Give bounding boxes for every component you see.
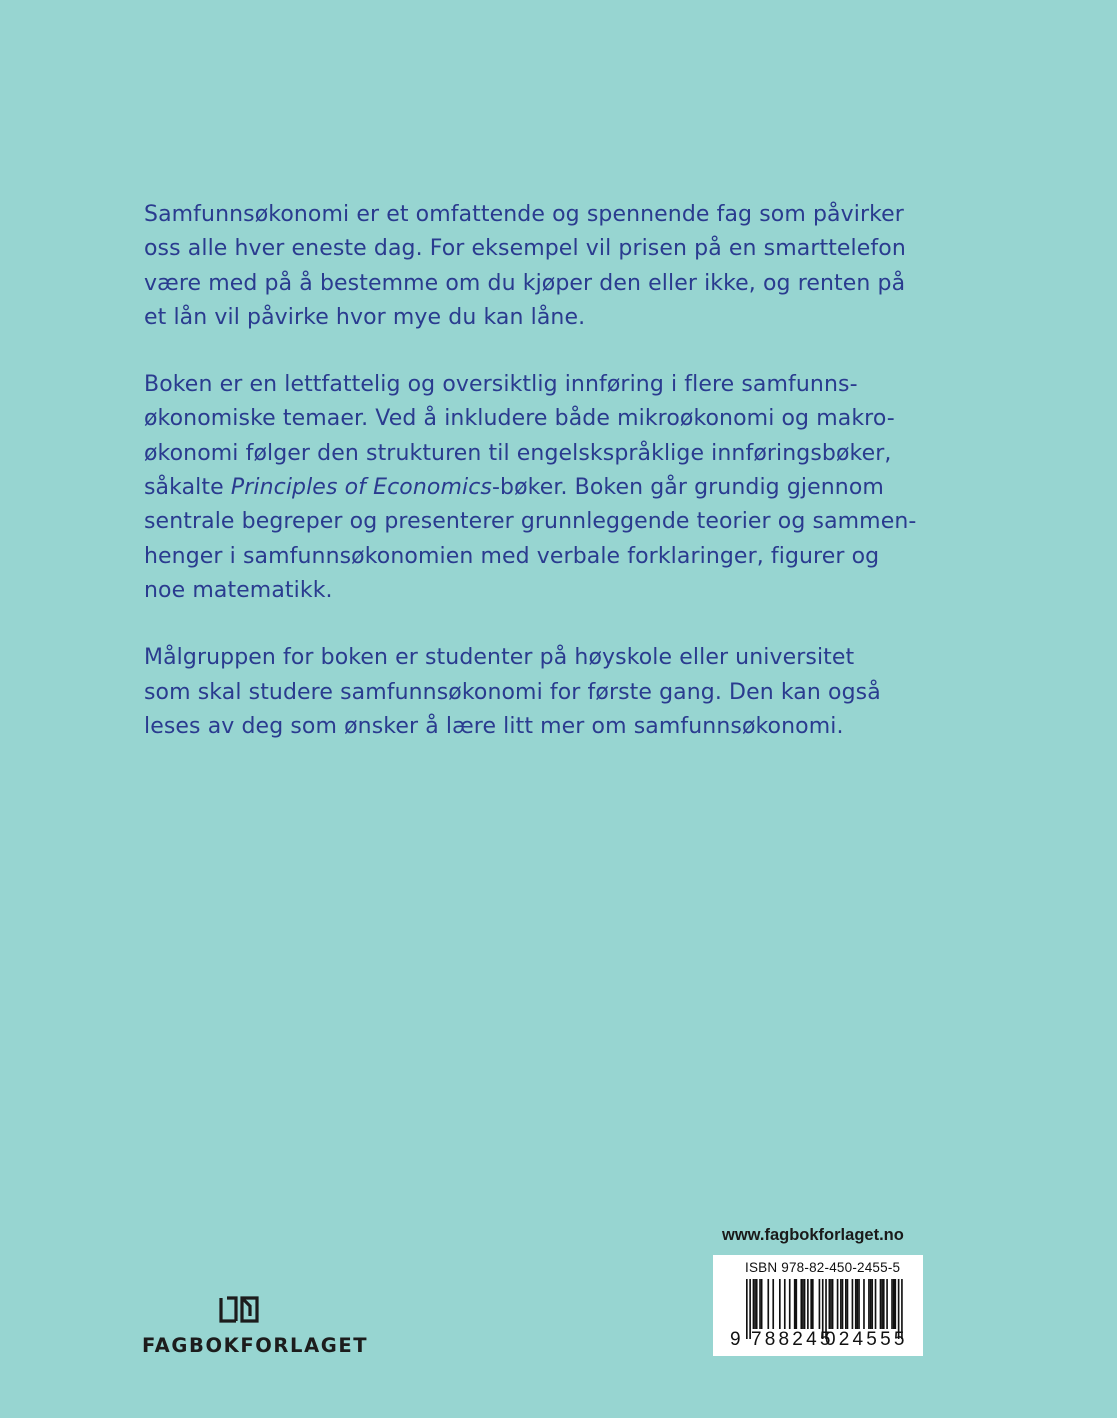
barcode-bar	[784, 1279, 786, 1329]
barcode-bar	[845, 1279, 847, 1329]
barcode-bar	[761, 1279, 763, 1329]
barcode-bar	[895, 1279, 897, 1329]
barcode-bar	[807, 1279, 809, 1329]
blurb-line	[144, 471, 914, 505]
blurb-text: såkalte	[144, 475, 231, 501]
barcode-digit-first: 9	[730, 1329, 744, 1350]
barcode-bar	[794, 1279, 796, 1329]
barcode-bar	[754, 1279, 756, 1329]
barcode-bar	[802, 1279, 804, 1329]
blurb-text: -bøker. Boken går grundig gjennom	[491, 475, 884, 501]
barcode-bar	[880, 1279, 882, 1329]
blurb-line: økonomiske temaer. Ved å inkludere både mikroøkonomi og makro-	[144, 406, 895, 432]
barcode-bar	[891, 1279, 893, 1329]
barcode-bar	[881, 1279, 883, 1329]
barcode-bar	[847, 1279, 849, 1329]
blurb-line: Målgruppen for boken er studenter på høyskole eller universitet	[144, 645, 855, 671]
barcode-bar	[779, 1279, 781, 1329]
publisher-logo	[142, 1292, 369, 1362]
barcode-bar	[857, 1279, 859, 1329]
blurb-line: henger i samfunnsøkonomien med verbale forklaringer, figurer og	[144, 543, 880, 569]
barcode-bar	[886, 1279, 888, 1329]
barcode-bar	[819, 1279, 821, 1329]
barcode-bar	[842, 1279, 844, 1329]
publisher-website[interactable]: www.fagbokforlaget.no	[722, 1226, 904, 1244]
isbn-barcode	[713, 1255, 923, 1356]
blurb-line: oss alle hver eneste dag. For eksempel vil prisen på en smarttelefon	[144, 236, 906, 262]
barcode-bar	[837, 1279, 839, 1329]
barcode-bar	[796, 1279, 798, 1329]
barcode-bar	[868, 1279, 870, 1329]
barcode-bar	[870, 1279, 872, 1329]
blurb-paragraph-2	[144, 368, 917, 608]
barcode-bar	[829, 1279, 831, 1329]
barcode-bar	[858, 1279, 860, 1329]
barcode-bar	[840, 1279, 842, 1329]
blurb-line: Boken er en lettfattelig og oversiktlig innføring i flere samfunns-	[144, 372, 858, 398]
barcode-digits-right: 024555	[825, 1329, 908, 1350]
book-series-title: Principles of Economics	[230, 475, 492, 501]
blurb-line: noe matematikk.	[144, 577, 333, 603]
publisher-name: FAGBOKFORLAGET	[142, 1334, 369, 1357]
open-book-icon	[218, 1294, 260, 1326]
barcode-bar	[893, 1279, 895, 1329]
barcode-bar	[753, 1279, 755, 1329]
blurb-paragraph-1	[144, 198, 914, 335]
barcode-bar	[800, 1279, 802, 1329]
blurb-paragraph-3	[144, 641, 914, 744]
barcode-bar	[789, 1279, 791, 1329]
barcode-bar	[830, 1279, 832, 1329]
isbn-label: ISBN 978-82-450-2455-5	[745, 1260, 901, 1275]
barcode-bar	[812, 1279, 814, 1329]
barcode-digits	[713, 1329, 923, 1355]
barcode-bar	[852, 1279, 854, 1329]
blurb-line: som skal studere samfunnsøkonomi for første gang. Den kan også	[144, 679, 881, 705]
barcode-bar	[883, 1279, 885, 1329]
barcode-bar	[772, 1279, 774, 1329]
barcode-bar	[810, 1279, 812, 1329]
barcode-bar	[804, 1279, 806, 1329]
barcode-bar	[855, 1279, 857, 1329]
barcode-bar	[832, 1279, 834, 1329]
barcode-bar	[759, 1279, 761, 1329]
barcode-digits-left: 788245	[751, 1329, 834, 1350]
blurb-line: være med på å bestemme om du kjøper den eller ikke, og renten på	[144, 270, 906, 296]
barcode-bar	[756, 1279, 758, 1329]
barcode-bar	[871, 1279, 873, 1329]
blurb-line: et lån vil påvirke hvor mye du kan låne.	[144, 304, 586, 330]
blurb-line: sentrale begreper og presenterer grunnleggende teorier og sammen-	[144, 509, 917, 535]
barcode-bar	[767, 1279, 769, 1329]
barcode-bar	[875, 1279, 877, 1329]
blurb-line: leses av deg som ønsker å lære litt mer om samfunnsøkonomi.	[144, 713, 844, 739]
back-cover-blurb	[144, 198, 917, 777]
blurb-line: Samfunnsøkonomi er et omfattende og spennende fag som påvirker	[144, 202, 904, 227]
blurb-line: økonomi følger den strukturen til engelskspråklige innføringsbøker,	[144, 440, 892, 466]
barcode-bar	[863, 1279, 865, 1329]
